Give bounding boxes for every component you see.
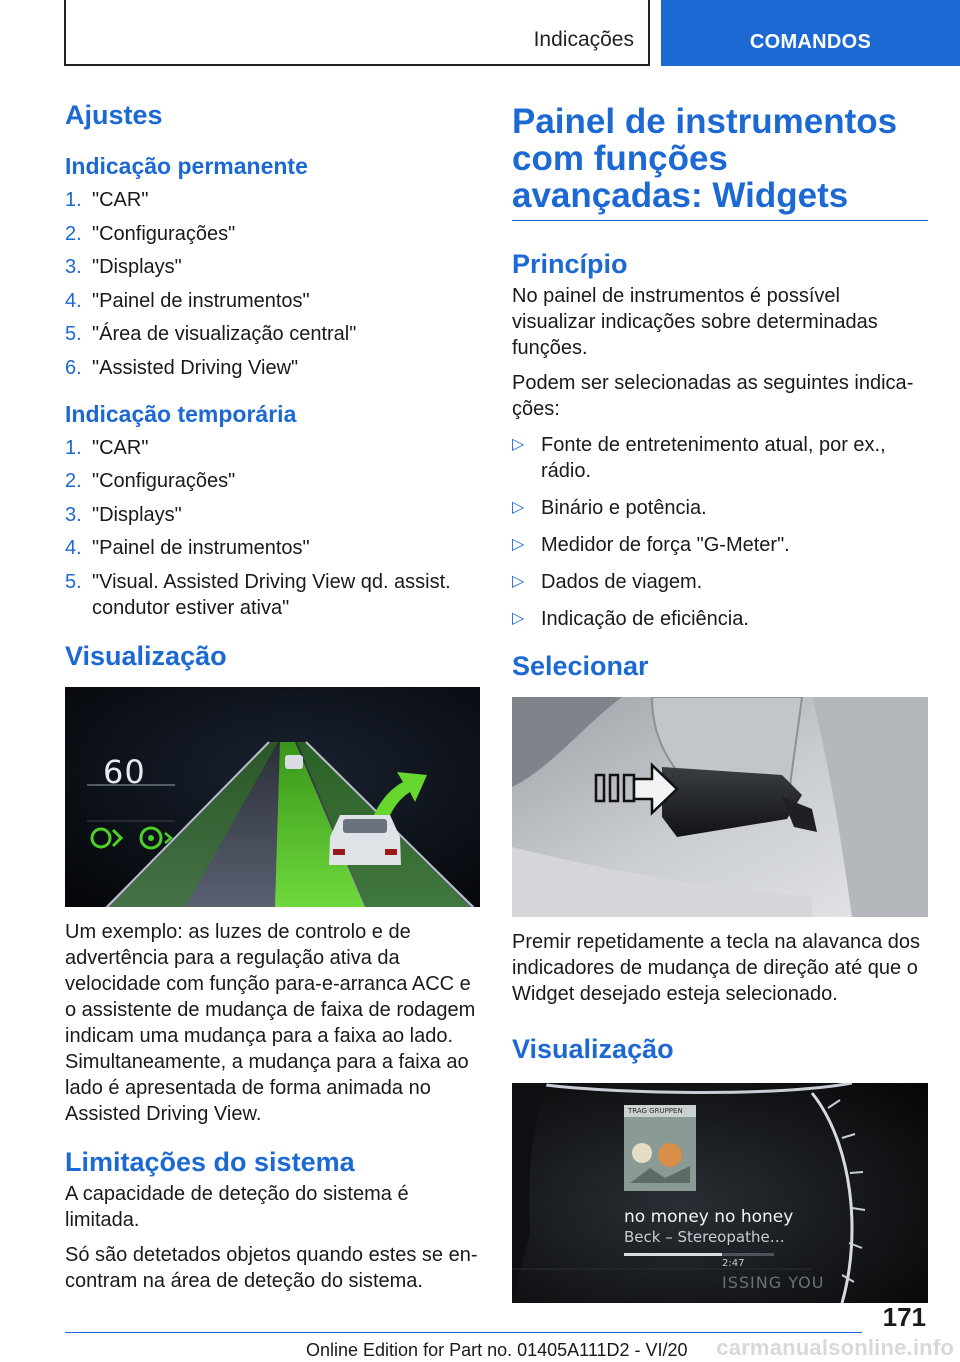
caption-selecionar: Premir repetidamente a tecla na alavanca dos indicadores de mudança de direção até que o Widget desejado esteja selecionado.: [512, 931, 921, 1005]
list-item: ▷ Indicação de eficiência.: [512, 608, 749, 630]
list-item: ▷ Fonte de entretenimento atual, por ex., rádio.: [512, 434, 886, 482]
list-item: 6. "Assisted Driving View": [65, 356, 299, 379]
widget-display-image: [512, 1083, 928, 1303]
triangle-bullet-icon: ▷: [512, 436, 525, 453]
principio-paragraph-2: Podem ser selecionadas as seguintes indicações:: [512, 372, 914, 420]
header-section-box: [64, 0, 650, 66]
heading-visualizacao-left: Visualização: [65, 640, 227, 671]
speed-readout: 60: [103, 752, 146, 791]
heading-selecionar: Selecionar: [512, 651, 649, 681]
limitacoes-paragraph-2: Só são detetados objetos quando estes se encontram na área de deteção do sistema.: [65, 1243, 478, 1292]
list-item: 5. "Área de visualização central": [65, 323, 357, 345]
song-time: 2:47: [722, 1258, 745, 1269]
limitacoes-paragraph-1: A capacidade de deteção do sistema é limitada.: [65, 1182, 409, 1231]
principio-paragraph-1: No painel de instrumentos é possível visualizar indicações sobre determinadas funções.: [512, 285, 878, 359]
footer-edition: Online Edition for Part no. 01405A111D2 - VI/20: [306, 1340, 688, 1360]
list-item: 3. "Displays": [65, 256, 182, 278]
list-item: 4. "Painel de instrumentos": [65, 289, 310, 312]
principio-options-list: [512, 432, 928, 632]
left-column: [65, 98, 480, 1294]
list-item: 2. "Configurações": [65, 470, 236, 492]
heading-indicacao-permanente: Indicação permanente: [65, 153, 308, 179]
song-artist: Beck – Stereopathe…: [624, 1228, 785, 1246]
right-column: [512, 103, 928, 1303]
steps-temporaria: [65, 435, 480, 621]
triangle-bullet-icon: ▷: [512, 610, 525, 627]
header-chapter-tab[interactable]: [661, 0, 960, 66]
turn-signal-lever-image: [512, 697, 928, 917]
header-chapter-label: COMANDOS: [749, 31, 872, 53]
album-art-text: TRAG GRUPPEN: [628, 1107, 683, 1115]
triangle-bullet-icon: ▷: [512, 499, 525, 516]
triangle-bullet-icon: ▷: [512, 536, 525, 553]
page-number: 171: [882, 1302, 926, 1332]
list-item: 5. "Visual. Assisted Driving View qd. assist. condutor estiver ativa": [65, 570, 451, 619]
heading-painel-widgets: Painel de instrumentos com funções avançadas: Widgets: [512, 103, 928, 221]
steps-permanente: [65, 187, 480, 381]
background-text: ISSING YOU: [722, 1273, 825, 1292]
list-item: 4. "Painel de instrumentos": [65, 537, 310, 559]
assisted-driving-view-image: [65, 687, 480, 907]
caption-visualizacao: Um exemplo: as luzes de controlo e de advertência para a regulação ativa da velocidade com função para-e-arranca ACC e o assistente de mudança de faixa de rodagem indicam uma mudança para a faixa ao lado. Simultaneamente, a mudança para a faixa ao lado é apresentada de forma animada no Assisted Driving View.: [65, 920, 476, 1125]
list-item: 1. "CAR": [65, 189, 149, 211]
list-item: 1. "CAR": [65, 436, 149, 459]
footer-rule: [65, 1332, 862, 1333]
header-section-title: Indicações: [533, 28, 634, 51]
triangle-bullet-icon: ▷: [512, 573, 525, 590]
list-item: ▷ Dados de viagem.: [512, 571, 703, 593]
list-item: ▷ Binário e potência.: [512, 497, 707, 519]
heading-ajustes: Ajustes: [65, 100, 163, 130]
heading-indicacao-temporaria: Indicação temporária: [65, 400, 297, 427]
list-item: 2. "Configurações": [65, 222, 236, 245]
heading-limitacoes: Limitações do sistema: [65, 1146, 355, 1177]
list-item: 3. "Displays": [65, 503, 182, 526]
song-title: no money no honey: [624, 1207, 794, 1227]
list-item: ▷ Medidor de força "G-Meter".: [512, 534, 790, 556]
footer-watermark: carmanualsonline.info: [716, 1335, 954, 1360]
heading-principio: Princípio: [512, 249, 628, 279]
heading-visualizacao-right: Visualização: [512, 1034, 674, 1064]
